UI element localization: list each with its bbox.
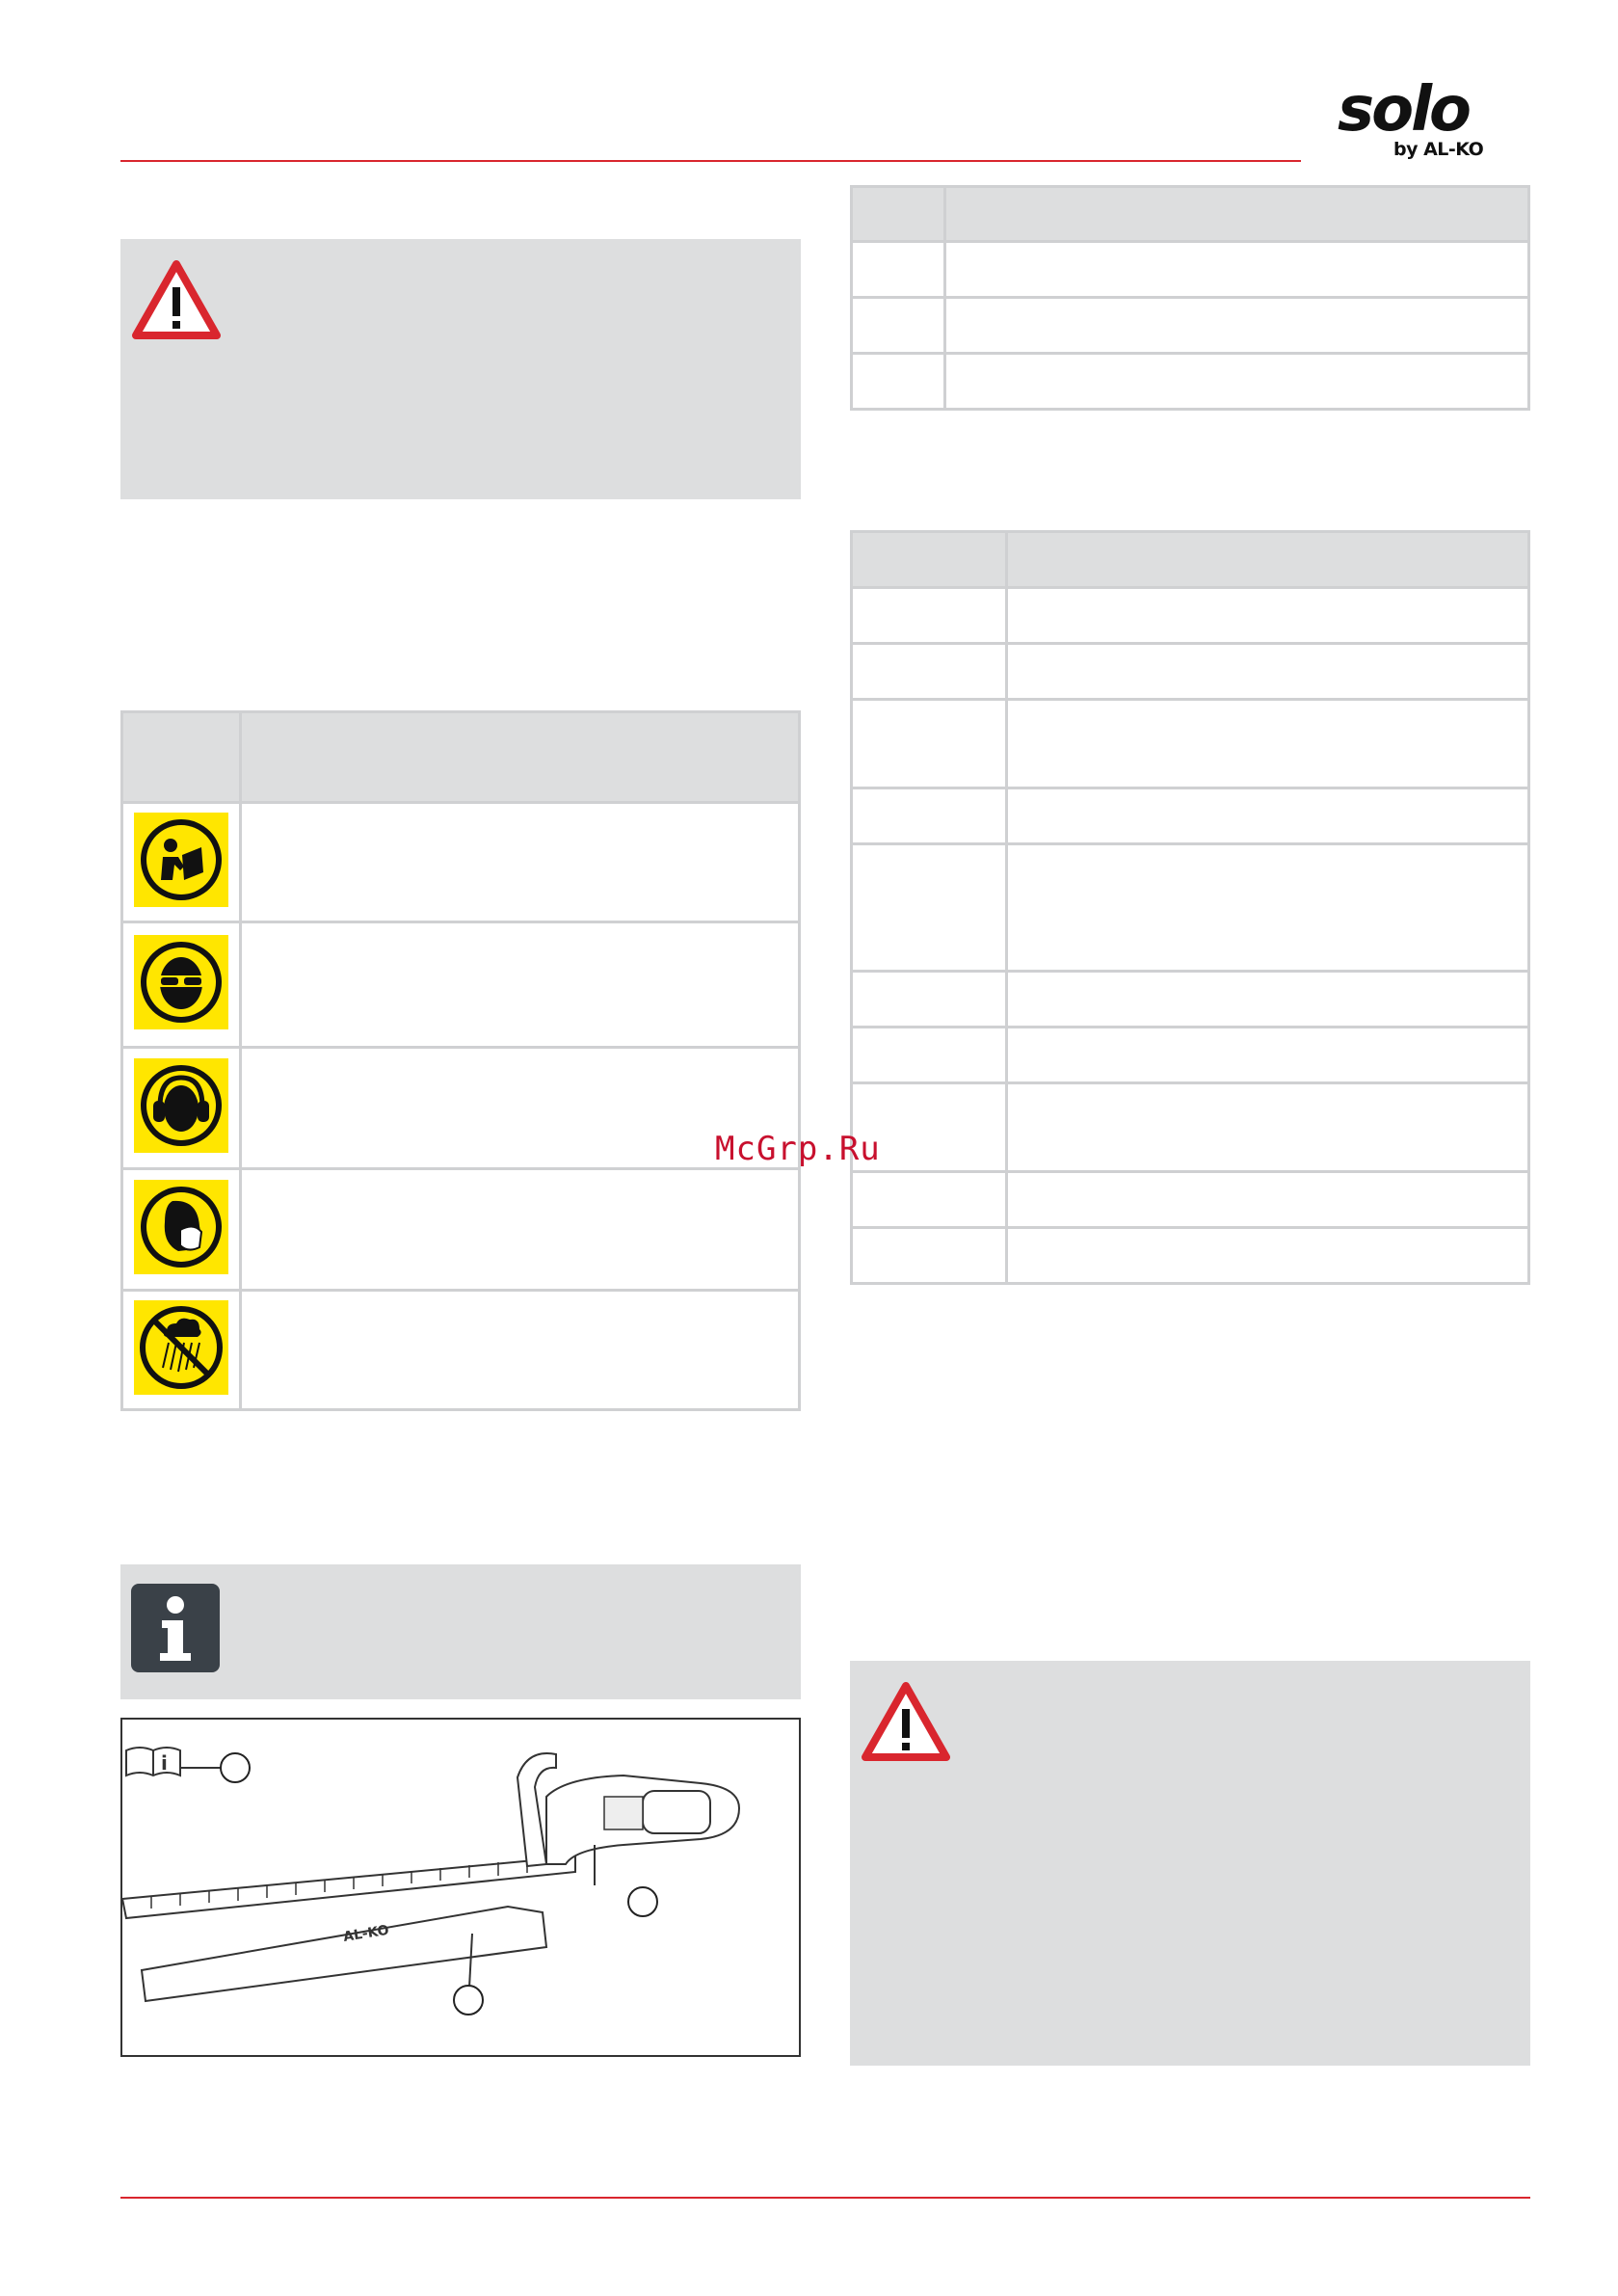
figure-callout-2 (627, 1886, 658, 1917)
symbol-meaning (241, 922, 800, 1048)
table-row (852, 844, 1529, 972)
table-row (852, 644, 1529, 700)
table-row (852, 700, 1529, 788)
no-rain-icon (134, 1300, 228, 1395)
table-row (852, 588, 1529, 644)
table-row (852, 242, 1529, 298)
table-row (122, 1169, 800, 1291)
small-table-header-col2 (945, 187, 1529, 242)
brand-logo-subtitle: by AL-KO (1393, 139, 1484, 160)
figure-callout-1 (220, 1752, 251, 1783)
figure-callout-3 (453, 1985, 484, 2016)
spec-table (850, 530, 1530, 1285)
small-table (850, 185, 1530, 411)
read-manual-icon (134, 813, 228, 907)
symbol-meaning (241, 803, 800, 922)
table-row (852, 354, 1529, 410)
svg-text:i: i (161, 1751, 168, 1775)
wear-dust-mask-icon (134, 1180, 228, 1274)
table-row (122, 1048, 800, 1169)
symbol-meaning (241, 1291, 800, 1410)
table-row (852, 298, 1529, 354)
brand-logo: solo (1338, 74, 1469, 146)
manual-book-icon (126, 1748, 180, 1775)
footer-rule (120, 2197, 1530, 2199)
table-row (852, 972, 1529, 1028)
table-row (852, 788, 1529, 844)
wear-ear-protection-icon (134, 1058, 228, 1153)
info-icon (131, 1584, 220, 1672)
table-row (122, 1291, 800, 1410)
product-figure (120, 1718, 801, 2057)
warning-triangle-icon (860, 1680, 952, 1763)
warning-box-left (120, 239, 801, 499)
spec-header-col1 (852, 532, 1007, 588)
warning-triangle-icon (130, 258, 223, 341)
watermark-text: McGrp.Ru (715, 1130, 881, 1168)
table-row (852, 1172, 1529, 1228)
symbol-meaning (241, 1169, 800, 1291)
spec-header-col2 (1007, 532, 1529, 588)
svg-text:AL-KO: AL-KO (342, 1922, 390, 1945)
table-row (122, 922, 800, 1048)
info-box (120, 1564, 801, 1699)
small-table-header-col1 (852, 187, 945, 242)
warning-box-right (850, 1661, 1530, 2066)
symbols-table (120, 710, 801, 1411)
symbols-header-symbol (122, 712, 241, 803)
table-row (122, 803, 800, 922)
table-row (852, 1028, 1529, 1083)
header-rule (120, 160, 1301, 162)
table-row (852, 1228, 1529, 1284)
symbols-header-meaning (241, 712, 800, 803)
wear-eye-protection-icon (134, 935, 228, 1029)
table-row (852, 1083, 1529, 1172)
